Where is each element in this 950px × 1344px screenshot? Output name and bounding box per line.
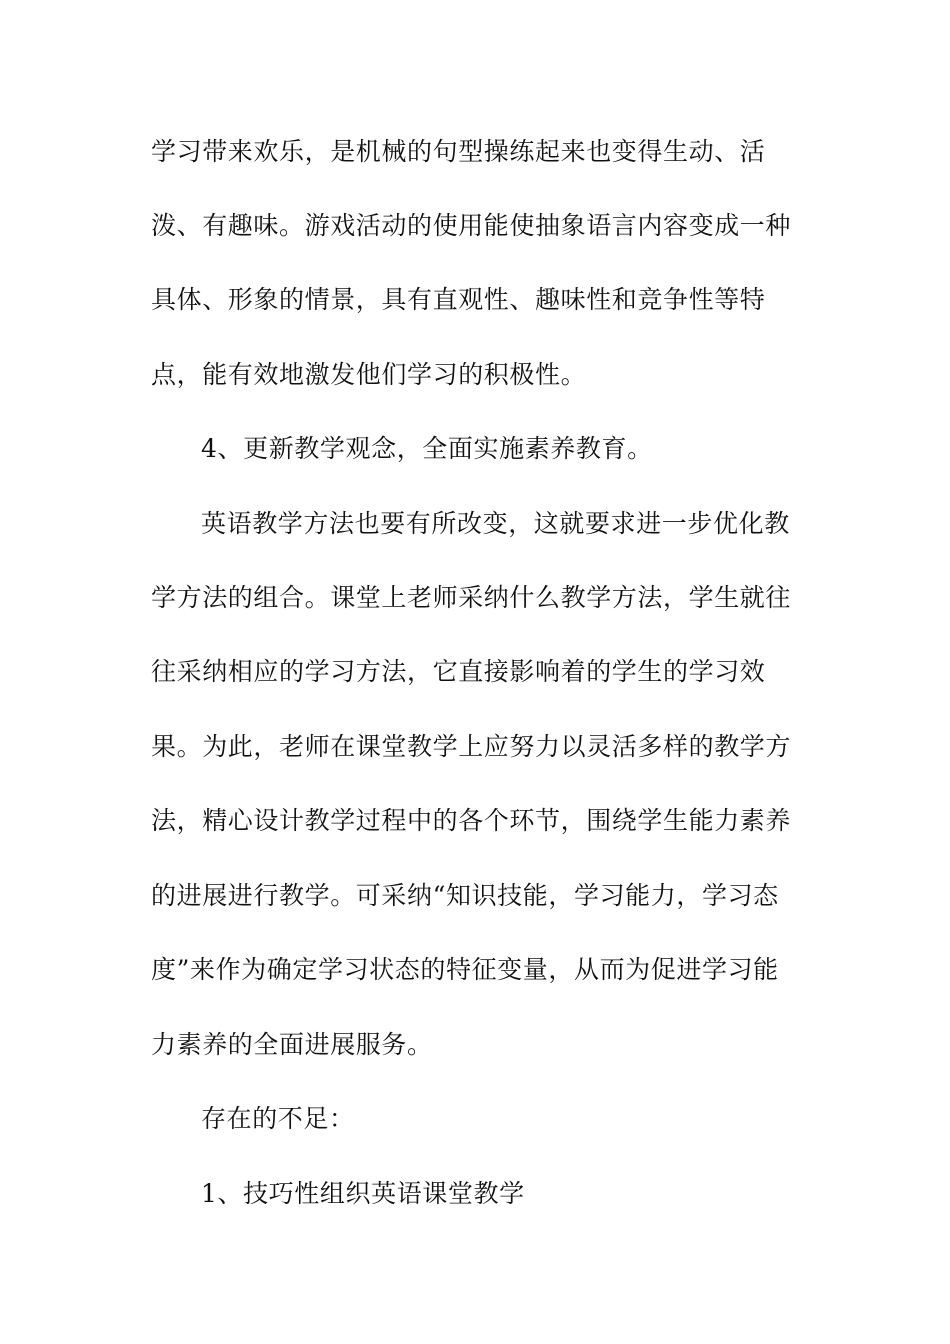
- text-line: 点，能有效地激发他们学习的积极性。: [151, 360, 587, 389]
- text-line: 法，精心设计教学过程中的各个环节，围绕学生能力素养: [151, 806, 792, 835]
- text-line: 果。为此，老师在课堂教学上应努力以灵活多样的教学方: [151, 732, 792, 761]
- text-line: 力素养的全面进展服务。: [151, 1030, 433, 1059]
- section-heading: 4、更新教学观念，全面实施素养教育。: [201, 434, 653, 463]
- text-line: 度”来作为确定学习状态的特征变量，从而为促进学习能: [151, 955, 779, 984]
- section-heading: 1、技巧性组织英语课堂教学: [201, 1179, 525, 1208]
- text-line: 英语教学方法也要有所改变，这就要求进一步优化教: [201, 509, 790, 538]
- text-line: 学习带来欢乐，是机械的句型操练起来也变得生动、活: [151, 137, 766, 166]
- text-line: 的进展进行教学。可采纳“知识技能，学习能力，学习态: [151, 881, 779, 910]
- section-heading: 存在的不足：: [201, 1104, 355, 1133]
- text-line: 往采纳相应的学习方法，它直接影响着的学生的学习效: [151, 657, 766, 686]
- text-line: 具体、形象的情景，具有直观性、趣味性和竞争性等特: [151, 285, 766, 314]
- text-line: 学方法的组合。课堂上老师采纳什么教学方法，学生就往: [151, 583, 792, 612]
- text-line: 泼、有趣味。游戏活动的使用能使抽象语言内容变成一种: [151, 211, 792, 240]
